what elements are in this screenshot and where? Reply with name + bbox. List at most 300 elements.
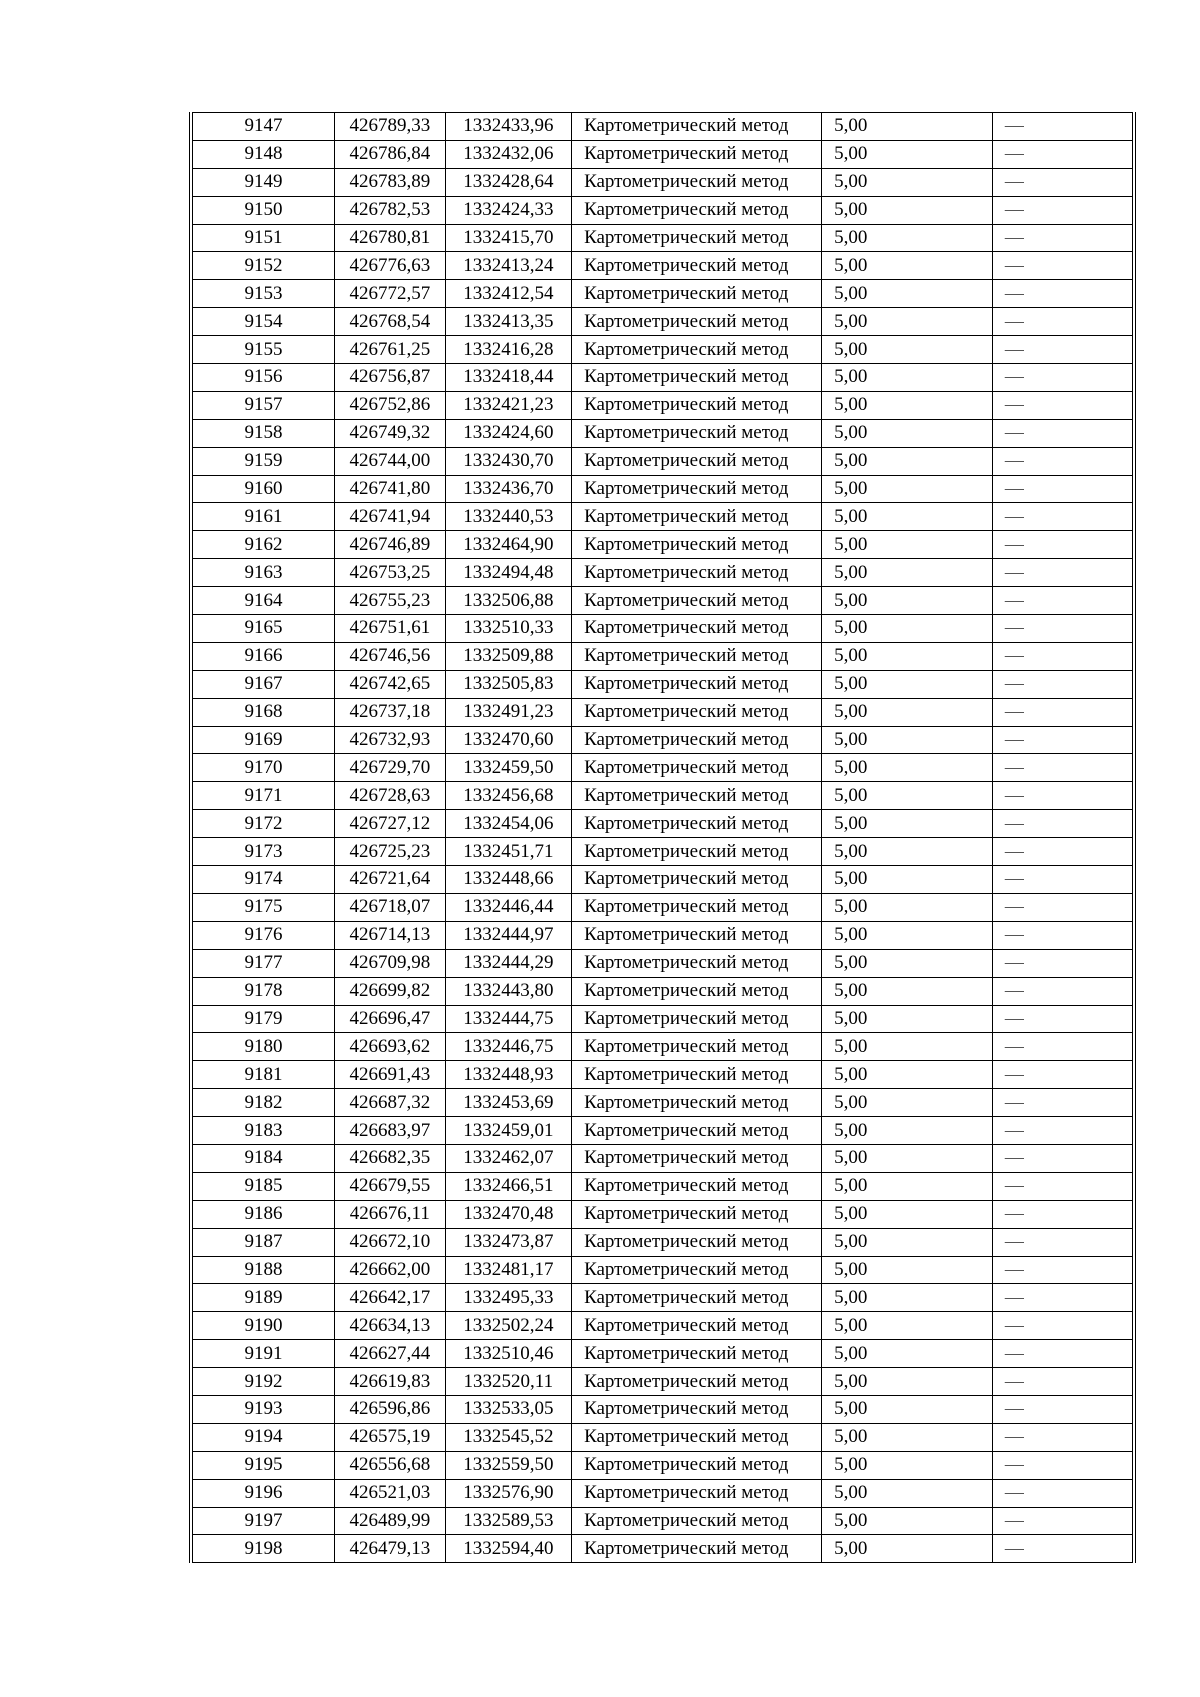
y-coordinate-cell: 1332418,44	[445, 364, 572, 392]
table-row	[191, 1144, 1134, 1172]
accuracy-cell: 5,00	[822, 1284, 993, 1312]
x-coordinate-cell: 426479,13	[335, 1535, 445, 1563]
accuracy-cell: 5,00	[822, 698, 993, 726]
method-cell: Картометрический метод	[572, 1507, 822, 1535]
method-cell: Картометрический метод	[572, 587, 822, 615]
point-number-cell: 9168	[191, 698, 335, 726]
method-cell: Картометрический метод	[572, 838, 822, 866]
table-row	[191, 113, 1134, 141]
x-coordinate-cell: 426682,35	[335, 1144, 445, 1172]
y-coordinate-cell: 1332430,70	[445, 447, 572, 475]
table-row	[191, 670, 1134, 698]
table-row	[191, 447, 1134, 475]
accuracy-cell: 5,00	[822, 559, 993, 587]
description-cell: —	[992, 1284, 1134, 1312]
y-coordinate-cell: 1332464,90	[445, 531, 572, 559]
y-coordinate-cell: 1332444,29	[445, 949, 572, 977]
y-coordinate-cell: 1332413,35	[445, 308, 572, 336]
description-cell: —	[992, 866, 1134, 894]
x-coordinate-cell: 426725,23	[335, 838, 445, 866]
accuracy-cell: 5,00	[822, 1172, 993, 1200]
accuracy-cell: 5,00	[822, 1089, 993, 1117]
point-number-cell: 9180	[191, 1033, 335, 1061]
accuracy-cell: 5,00	[822, 1451, 993, 1479]
method-cell: Картометрический метод	[572, 196, 822, 224]
description-cell: —	[992, 1256, 1134, 1284]
table-row	[191, 196, 1134, 224]
method-cell: Картометрический метод	[572, 949, 822, 977]
table-row	[191, 280, 1134, 308]
description-cell: —	[992, 1228, 1134, 1256]
accuracy-cell: 5,00	[822, 113, 993, 141]
y-coordinate-cell: 1332495,33	[445, 1284, 572, 1312]
table-row	[191, 1479, 1134, 1507]
table-row	[191, 587, 1134, 615]
x-coordinate-cell: 426789,33	[335, 113, 445, 141]
y-coordinate-cell: 1332494,48	[445, 559, 572, 587]
point-number-cell: 9149	[191, 168, 335, 196]
y-coordinate-cell: 1332443,80	[445, 977, 572, 1005]
x-coordinate-cell: 426627,44	[335, 1340, 445, 1368]
point-number-cell: 9179	[191, 1005, 335, 1033]
method-cell: Картометрический метод	[572, 1089, 822, 1117]
accuracy-cell: 5,00	[822, 1395, 993, 1423]
x-coordinate-cell: 426642,17	[335, 1284, 445, 1312]
table-row	[191, 893, 1134, 921]
y-coordinate-cell: 1332502,24	[445, 1312, 572, 1340]
table-row	[191, 364, 1134, 392]
accuracy-cell: 5,00	[822, 140, 993, 168]
description-cell: —	[992, 782, 1134, 810]
accuracy-cell: 5,00	[822, 670, 993, 698]
accuracy-cell: 5,00	[822, 308, 993, 336]
point-number-cell: 9196	[191, 1479, 335, 1507]
accuracy-cell: 5,00	[822, 921, 993, 949]
x-coordinate-cell: 426679,55	[335, 1172, 445, 1200]
point-number-cell: 9172	[191, 810, 335, 838]
accuracy-cell: 5,00	[822, 280, 993, 308]
table-row	[191, 782, 1134, 810]
accuracy-cell: 5,00	[822, 1507, 993, 1535]
description-cell: —	[992, 977, 1134, 1005]
point-number-cell: 9171	[191, 782, 335, 810]
method-cell: Картометрический метод	[572, 1451, 822, 1479]
table-row	[191, 224, 1134, 252]
accuracy-cell: 5,00	[822, 977, 993, 1005]
method-cell: Картометрический метод	[572, 308, 822, 336]
method-cell: Картометрический метод	[572, 615, 822, 643]
description-cell: —	[992, 531, 1134, 559]
point-number-cell: 9193	[191, 1395, 335, 1423]
description-cell: —	[992, 810, 1134, 838]
description-cell: —	[992, 364, 1134, 392]
x-coordinate-cell: 426691,43	[335, 1061, 445, 1089]
method-cell: Картометрический метод	[572, 1117, 822, 1145]
point-number-cell: 9190	[191, 1312, 335, 1340]
accuracy-cell: 5,00	[822, 475, 993, 503]
description-cell: —	[992, 308, 1134, 336]
table-row	[191, 1535, 1134, 1563]
x-coordinate-cell: 426696,47	[335, 1005, 445, 1033]
point-number-cell: 9163	[191, 559, 335, 587]
table-row	[191, 1228, 1134, 1256]
point-number-cell: 9195	[191, 1451, 335, 1479]
accuracy-cell: 5,00	[822, 838, 993, 866]
y-coordinate-cell: 1332481,17	[445, 1256, 572, 1284]
table-row	[191, 1005, 1134, 1033]
description-cell: —	[992, 1535, 1134, 1563]
accuracy-cell: 5,00	[822, 447, 993, 475]
y-coordinate-cell: 1332466,51	[445, 1172, 572, 1200]
y-coordinate-cell: 1332446,44	[445, 893, 572, 921]
x-coordinate-cell: 426662,00	[335, 1256, 445, 1284]
x-coordinate-cell: 426772,57	[335, 280, 445, 308]
description-cell: —	[992, 921, 1134, 949]
table-row	[191, 754, 1134, 782]
point-number-cell: 9159	[191, 447, 335, 475]
method-cell: Картометрический метод	[572, 1423, 822, 1451]
point-number-cell: 9148	[191, 140, 335, 168]
point-number-cell: 9164	[191, 587, 335, 615]
x-coordinate-cell: 426718,07	[335, 893, 445, 921]
x-coordinate-cell: 426752,86	[335, 391, 445, 419]
description-cell: —	[992, 1479, 1134, 1507]
table-row	[191, 252, 1134, 280]
method-cell: Картометрический метод	[572, 1284, 822, 1312]
table-row	[191, 531, 1134, 559]
method-cell: Картометрический метод	[572, 1395, 822, 1423]
accuracy-cell: 5,00	[822, 1535, 993, 1563]
method-cell: Картометрический метод	[572, 670, 822, 698]
method-cell: Картометрический метод	[572, 224, 822, 252]
y-coordinate-cell: 1332520,11	[445, 1368, 572, 1396]
table-row	[191, 308, 1134, 336]
point-number-cell: 9154	[191, 308, 335, 336]
x-coordinate-cell: 426714,13	[335, 921, 445, 949]
method-cell: Картометрический метод	[572, 280, 822, 308]
description-cell: —	[992, 113, 1134, 141]
method-cell: Картометрический метод	[572, 503, 822, 531]
description-cell: —	[992, 726, 1134, 754]
table-row	[191, 1284, 1134, 1312]
table-row	[191, 503, 1134, 531]
y-coordinate-cell: 1332545,52	[445, 1423, 572, 1451]
y-coordinate-cell: 1332509,88	[445, 642, 572, 670]
method-cell: Картометрический метод	[572, 1172, 822, 1200]
point-number-cell: 9155	[191, 336, 335, 364]
x-coordinate-cell: 426732,93	[335, 726, 445, 754]
table-row	[191, 1061, 1134, 1089]
point-number-cell: 9178	[191, 977, 335, 1005]
point-number-cell: 9167	[191, 670, 335, 698]
description-cell: —	[992, 559, 1134, 587]
y-coordinate-cell: 1332433,96	[445, 113, 572, 141]
y-coordinate-cell: 1332416,28	[445, 336, 572, 364]
accuracy-cell: 5,00	[822, 587, 993, 615]
description-cell: —	[992, 1144, 1134, 1172]
table-row	[191, 921, 1134, 949]
accuracy-cell: 5,00	[822, 419, 993, 447]
accuracy-cell: 5,00	[822, 754, 993, 782]
point-number-cell: 9181	[191, 1061, 335, 1089]
description-cell: —	[992, 893, 1134, 921]
method-cell: Картометрический метод	[572, 447, 822, 475]
y-coordinate-cell: 1332462,07	[445, 1144, 572, 1172]
table-row	[191, 1256, 1134, 1284]
y-coordinate-cell: 1332446,75	[445, 1033, 572, 1061]
point-number-cell: 9176	[191, 921, 335, 949]
description-cell: —	[992, 1395, 1134, 1423]
y-coordinate-cell: 1332428,64	[445, 168, 572, 196]
accuracy-cell: 5,00	[822, 252, 993, 280]
accuracy-cell: 5,00	[822, 726, 993, 754]
description-cell: —	[992, 754, 1134, 782]
description-cell: —	[992, 447, 1134, 475]
point-number-cell: 9158	[191, 419, 335, 447]
point-number-cell: 9165	[191, 615, 335, 643]
method-cell: Картометрический метод	[572, 642, 822, 670]
description-cell: —	[992, 1451, 1134, 1479]
description-cell: —	[992, 615, 1134, 643]
x-coordinate-cell: 426744,00	[335, 447, 445, 475]
accuracy-cell: 5,00	[822, 1340, 993, 1368]
y-coordinate-cell: 1332448,66	[445, 866, 572, 894]
method-cell: Картометрический метод	[572, 1340, 822, 1368]
x-coordinate-cell: 426761,25	[335, 336, 445, 364]
method-cell: Картометрический метод	[572, 391, 822, 419]
method-cell: Картометрический метод	[572, 1061, 822, 1089]
method-cell: Картометрический метод	[572, 1368, 822, 1396]
method-cell: Картометрический метод	[572, 364, 822, 392]
y-coordinate-cell: 1332456,68	[445, 782, 572, 810]
table-row	[191, 698, 1134, 726]
accuracy-cell: 5,00	[822, 949, 993, 977]
y-coordinate-cell: 1332491,23	[445, 698, 572, 726]
accuracy-cell: 5,00	[822, 810, 993, 838]
description-cell: —	[992, 1172, 1134, 1200]
point-number-cell: 9150	[191, 196, 335, 224]
y-coordinate-cell: 1332505,83	[445, 670, 572, 698]
x-coordinate-cell: 426751,61	[335, 615, 445, 643]
x-coordinate-cell: 426709,98	[335, 949, 445, 977]
description-cell: —	[992, 391, 1134, 419]
table-row	[191, 866, 1134, 894]
point-number-cell: 9197	[191, 1507, 335, 1535]
method-cell: Картометрический метод	[572, 1144, 822, 1172]
y-coordinate-cell: 1332413,24	[445, 252, 572, 280]
y-coordinate-cell: 1332436,70	[445, 475, 572, 503]
x-coordinate-cell: 426786,84	[335, 140, 445, 168]
y-coordinate-cell: 1332421,23	[445, 391, 572, 419]
table-row	[191, 1451, 1134, 1479]
point-number-cell: 9173	[191, 838, 335, 866]
table-row	[191, 559, 1134, 587]
accuracy-cell: 5,00	[822, 1117, 993, 1145]
description-cell: —	[992, 168, 1134, 196]
point-number-cell: 9169	[191, 726, 335, 754]
method-cell: Картометрический метод	[572, 168, 822, 196]
accuracy-cell: 5,00	[822, 1033, 993, 1061]
x-coordinate-cell: 426729,70	[335, 754, 445, 782]
point-number-cell: 9175	[191, 893, 335, 921]
method-cell: Картометрический метод	[572, 1479, 822, 1507]
x-coordinate-cell: 426687,32	[335, 1089, 445, 1117]
method-cell: Картометрический метод	[572, 698, 822, 726]
point-number-cell: 9182	[191, 1089, 335, 1117]
table-row	[191, 419, 1134, 447]
accuracy-cell: 5,00	[822, 168, 993, 196]
accuracy-cell: 5,00	[822, 336, 993, 364]
y-coordinate-cell: 1332510,46	[445, 1340, 572, 1368]
x-coordinate-cell: 426746,89	[335, 531, 445, 559]
accuracy-cell: 5,00	[822, 1005, 993, 1033]
method-cell: Картометрический метод	[572, 893, 822, 921]
description-cell: —	[992, 587, 1134, 615]
point-number-cell: 9170	[191, 754, 335, 782]
method-cell: Картометрический метод	[572, 531, 822, 559]
x-coordinate-cell: 426672,10	[335, 1228, 445, 1256]
accuracy-cell: 5,00	[822, 1144, 993, 1172]
method-cell: Картометрический метод	[572, 336, 822, 364]
x-coordinate-cell: 426728,63	[335, 782, 445, 810]
x-coordinate-cell: 426741,80	[335, 475, 445, 503]
x-coordinate-cell: 426699,82	[335, 977, 445, 1005]
method-cell: Картометрический метод	[572, 1535, 822, 1563]
accuracy-cell: 5,00	[822, 782, 993, 810]
description-cell: —	[992, 252, 1134, 280]
table-row	[191, 949, 1134, 977]
description-cell: —	[992, 1117, 1134, 1145]
point-number-cell: 9194	[191, 1423, 335, 1451]
table-row	[191, 1117, 1134, 1145]
x-coordinate-cell: 426683,97	[335, 1117, 445, 1145]
point-number-cell: 9198	[191, 1535, 335, 1563]
method-cell: Картометрический метод	[572, 977, 822, 1005]
accuracy-cell: 5,00	[822, 1256, 993, 1284]
table-row	[191, 1033, 1134, 1061]
description-cell: —	[992, 949, 1134, 977]
point-number-cell: 9188	[191, 1256, 335, 1284]
x-coordinate-cell: 426746,56	[335, 642, 445, 670]
description-cell: —	[992, 503, 1134, 531]
table-row	[191, 391, 1134, 419]
description-cell: —	[992, 1312, 1134, 1340]
accuracy-cell: 5,00	[822, 1312, 993, 1340]
point-number-cell: 9183	[191, 1117, 335, 1145]
table-row	[191, 1340, 1134, 1368]
method-cell: Картометрический метод	[572, 1228, 822, 1256]
table-row	[191, 810, 1134, 838]
method-cell: Картометрический метод	[572, 754, 822, 782]
x-coordinate-cell: 426756,87	[335, 364, 445, 392]
method-cell: Картометрический метод	[572, 921, 822, 949]
y-coordinate-cell: 1332470,60	[445, 726, 572, 754]
accuracy-cell: 5,00	[822, 196, 993, 224]
method-cell: Картометрический метод	[572, 1033, 822, 1061]
description-cell: —	[992, 1340, 1134, 1368]
point-number-cell: 9162	[191, 531, 335, 559]
description-cell: —	[992, 1368, 1134, 1396]
x-coordinate-cell: 426768,54	[335, 308, 445, 336]
point-number-cell: 9177	[191, 949, 335, 977]
point-number-cell: 9174	[191, 866, 335, 894]
x-coordinate-cell: 426776,63	[335, 252, 445, 280]
y-coordinate-cell: 1332440,53	[445, 503, 572, 531]
y-coordinate-cell: 1332412,54	[445, 280, 572, 308]
table-row	[191, 1507, 1134, 1535]
method-cell: Картометрический метод	[572, 113, 822, 141]
method-cell: Картометрический метод	[572, 475, 822, 503]
y-coordinate-cell: 1332510,33	[445, 615, 572, 643]
x-coordinate-cell: 426721,64	[335, 866, 445, 894]
accuracy-cell: 5,00	[822, 893, 993, 921]
accuracy-cell: 5,00	[822, 1061, 993, 1089]
y-coordinate-cell: 1332506,88	[445, 587, 572, 615]
y-coordinate-cell: 1332473,87	[445, 1228, 572, 1256]
table-row	[191, 1368, 1134, 1396]
y-coordinate-cell: 1332533,05	[445, 1395, 572, 1423]
y-coordinate-cell: 1332424,33	[445, 196, 572, 224]
description-cell: —	[992, 1033, 1134, 1061]
table-row	[191, 838, 1134, 866]
accuracy-cell: 5,00	[822, 1479, 993, 1507]
accuracy-cell: 5,00	[822, 1228, 993, 1256]
description-cell: —	[992, 224, 1134, 252]
method-cell: Картометрический метод	[572, 140, 822, 168]
description-cell: —	[992, 280, 1134, 308]
point-number-cell: 9147	[191, 113, 335, 141]
table-row	[191, 168, 1134, 196]
x-coordinate-cell: 426782,53	[335, 196, 445, 224]
x-coordinate-cell: 426783,89	[335, 168, 445, 196]
x-coordinate-cell: 426596,86	[335, 1395, 445, 1423]
y-coordinate-cell: 1332459,50	[445, 754, 572, 782]
method-cell: Картометрический метод	[572, 782, 822, 810]
table-row	[191, 1200, 1134, 1228]
description-cell: —	[992, 1507, 1134, 1535]
x-coordinate-cell: 426521,03	[335, 1479, 445, 1507]
table-body	[191, 113, 1134, 1563]
point-number-cell: 9151	[191, 224, 335, 252]
method-cell: Картометрический метод	[572, 1256, 822, 1284]
description-cell: —	[992, 140, 1134, 168]
method-cell: Картометрический метод	[572, 1005, 822, 1033]
point-number-cell: 9160	[191, 475, 335, 503]
description-cell: —	[992, 698, 1134, 726]
description-cell: —	[992, 475, 1134, 503]
point-number-cell: 9192	[191, 1368, 335, 1396]
accuracy-cell: 5,00	[822, 615, 993, 643]
y-coordinate-cell: 1332559,50	[445, 1451, 572, 1479]
y-coordinate-cell: 1332415,70	[445, 224, 572, 252]
x-coordinate-cell: 426727,12	[335, 810, 445, 838]
x-coordinate-cell: 426676,11	[335, 1200, 445, 1228]
table-row	[191, 1089, 1134, 1117]
table-row	[191, 1423, 1134, 1451]
method-cell: Картометрический метод	[572, 1200, 822, 1228]
x-coordinate-cell: 426737,18	[335, 698, 445, 726]
description-cell: —	[992, 642, 1134, 670]
point-number-cell: 9191	[191, 1340, 335, 1368]
point-number-cell: 9166	[191, 642, 335, 670]
accuracy-cell: 5,00	[822, 364, 993, 392]
accuracy-cell: 5,00	[822, 1368, 993, 1396]
point-number-cell: 9161	[191, 503, 335, 531]
point-number-cell: 9184	[191, 1144, 335, 1172]
method-cell: Картометрический метод	[572, 252, 822, 280]
x-coordinate-cell: 426489,99	[335, 1507, 445, 1535]
description-cell: —	[992, 1423, 1134, 1451]
